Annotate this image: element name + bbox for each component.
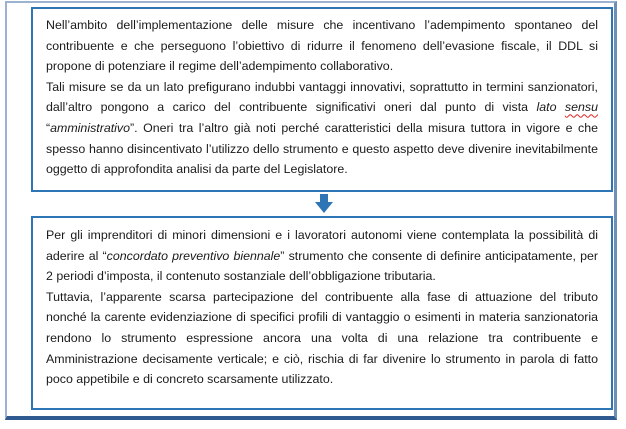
text-box-collaborative-compliance — [31, 7, 613, 192]
paragraph-4: Tuttavia, l’apparente scarsa partecipazione del contribuente alla fase di attuazione del tributo nonché la carente evidenziazione di specifici profili di vantaggio o esimenti in materia sanzionatoria rendono lo strumento espressione ancora una volta di una relazione tra contribuente e Amministrazione decisamente verticale; e ciò, rischia di far divenire lo strumento in parola di fatto poco appetibile e di concreto scarsamente utilizzato. — [46, 289, 598, 387]
italic-concordato: concordato preventivo biennale — [106, 248, 281, 263]
italic-amministrativo: amministrativo — [50, 120, 131, 135]
text-box-concordato-preventivo — [31, 216, 613, 410]
paragraph-2 — [46, 77, 598, 180]
quote-open: “ — [46, 120, 51, 135]
arrow-down-icon — [315, 194, 333, 213]
italic-sensu: sensu — [564, 100, 598, 115]
paragraph-3 — [46, 225, 598, 287]
paragraph-2-text-end: ”. Oneri tra l’altro già noti perché caratteristici della misura tuttora in vigore e che spesso hanno disincentivato l’utilizzo dello strumento e questo aspetto deve divenire inevitabilmente oggetto di approfondita analisi da parte del Legislatore. — [46, 120, 598, 177]
paragraph-3-text: Per gli imprenditori di minori dimensioni e i lavoratori autonomi viene contemplata la possibilità di aderire al “ — [46, 228, 598, 263]
italic-lato: lato — [536, 100, 557, 115]
paragraph-1: Nell’ambito dell’implementazione delle misure che incentivano l’adempimento spontaneo del contribuente e che perseguono l’obiettivo di ridurre il fenomeno dell’evasione fiscale, il DDL si propone di potenziare il regime dell’adempimento collaborativo. — [46, 18, 598, 74]
paragraph-3-text-end: ” strumento che consente di definire anticipatamente, per 2 periodi d’imposta, il contenuto sostanziale dell’obbligazione tributaria. — [46, 248, 598, 284]
paragraph-2-text: Tali misure se da un lato prefigurano indubbi vantaggi innovativi, soprattutto in termini sanzionatori, dall’altro pongono a carico del contribuente significativi oneri dal punto di vista — [46, 79, 598, 115]
outer-frame — [5, 1, 617, 420]
